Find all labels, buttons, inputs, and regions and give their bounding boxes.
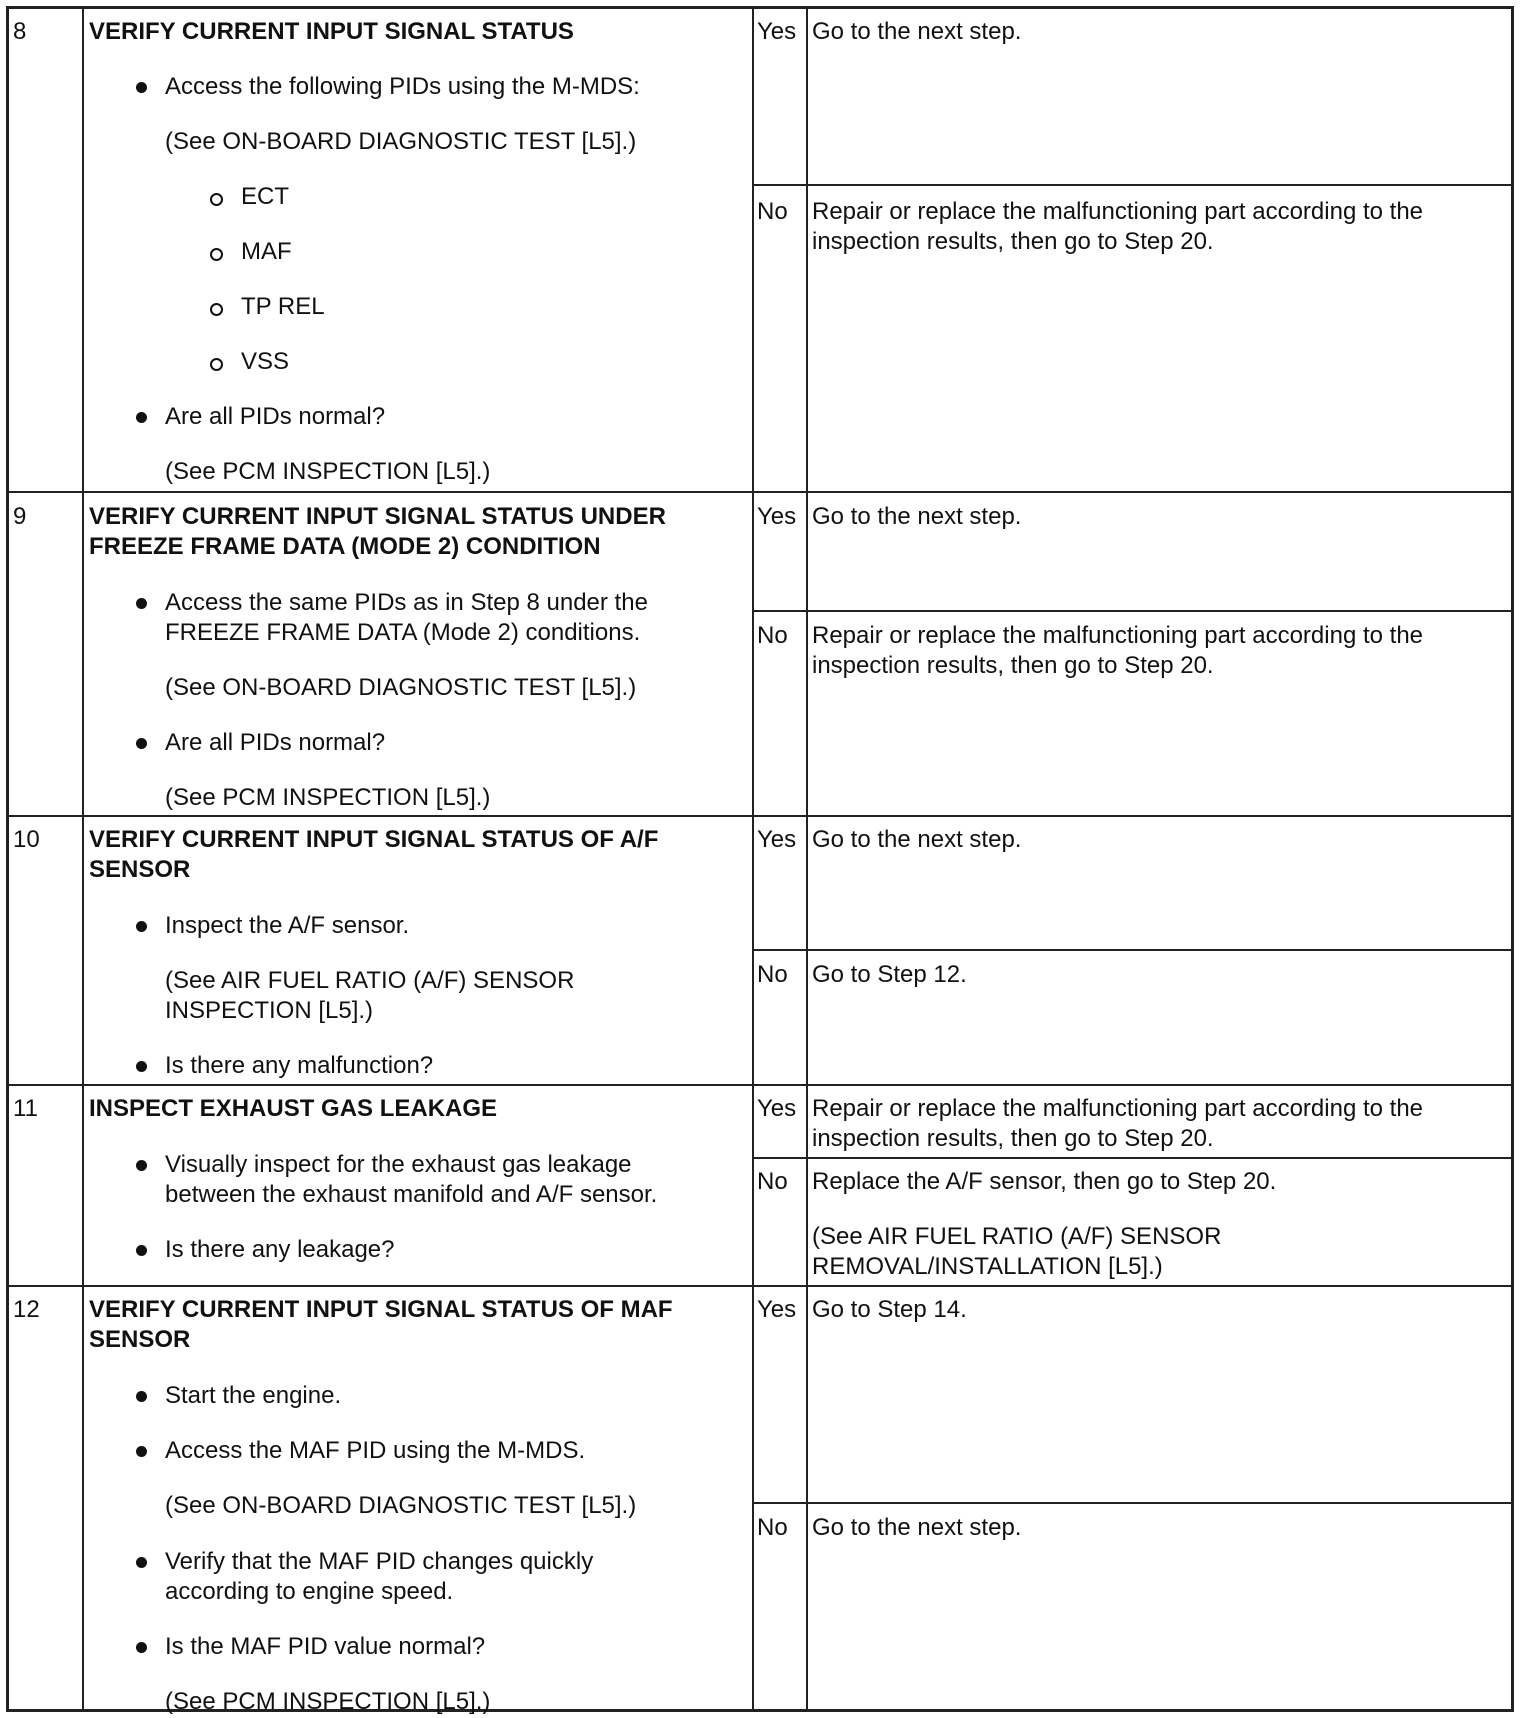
bullet-icon [136,412,147,423]
no-label: No [757,1514,788,1541]
pid-item: VSS [241,348,290,375]
no-action: Go to the next step. [812,1514,1022,1541]
no-label: No [757,961,788,988]
yes-action: Go to the next step. [812,503,1022,530]
step-title: VERIFY CURRENT INPUT SIGNAL STATUS [89,18,574,45]
instruction: between the exhaust manifold and A/F sensor. [165,1181,658,1208]
instruction: Access the same PIDs as in Step 8 under the [165,589,648,616]
bullet-icon [136,1557,147,1568]
yes-label: Yes [757,1296,797,1323]
step-title: VERIFY CURRENT INPUT SIGNAL STATUS OF MAF [89,1296,673,1323]
reference: (See PCM INSPECTION [L5].) [165,784,491,811]
instruction: Is the MAF PID value normal? [165,1633,486,1660]
bullet-icon [136,921,147,932]
pid-item: ECT [241,183,289,210]
no-action: Go to Step 12. [812,961,967,988]
diagnostic-table [6,6,1514,1715]
step-number: 10 [13,826,40,853]
bullet-icon [136,1061,147,1072]
step-title: SENSOR [89,1326,191,1353]
reference: (See PCM INSPECTION [L5].) [165,458,491,485]
yes-label: Yes [757,1095,797,1122]
instruction: Access the following PIDs using the M-MDS: [165,73,640,100]
bullet-icon [136,82,147,93]
instruction: Visually inspect for the exhaust gas leakage [165,1151,632,1178]
yes-label: Yes [757,18,797,45]
pid-item: MAF [241,238,292,265]
no-action: (See AIR FUEL RATIO (A/F) SENSOR [812,1223,1222,1250]
yes-action: Repair or replace the malfunctioning part according to the [812,1095,1424,1122]
yes-label: Yes [757,503,797,530]
no-action: inspection results, then go to Step 20. [812,652,1214,679]
instruction: Are all PIDs normal? [165,403,386,430]
reference: (See ON-BOARD DIAGNOSTIC TEST [L5].) [165,128,637,155]
step-number: 12 [13,1296,40,1323]
no-action: REMOVAL/INSTALLATION [L5].) [812,1253,1163,1280]
bullet-icon [136,1160,147,1171]
no-action: inspection results, then go to Step 20. [812,228,1214,255]
sub-bullet-icon [210,303,223,316]
step-title: VERIFY CURRENT INPUT SIGNAL STATUS OF A/F [89,826,659,853]
step-row [9,817,1511,1084]
instruction: according to engine speed. [165,1578,454,1605]
step-number: 8 [13,18,27,45]
instruction: Verify that the MAF PID changes quickly [165,1548,594,1575]
no-label: No [757,1168,788,1195]
instruction: FREEZE FRAME DATA (Mode 2) conditions. [165,619,641,646]
no-label: No [757,198,788,225]
no-label: No [757,622,788,649]
bullet-icon [136,598,147,609]
step-number: 9 [13,503,27,530]
step-row [9,9,1511,491]
instruction: Start the engine. [165,1382,342,1409]
step-number: 11 [13,1095,38,1122]
yes-action: Go to the next step. [812,826,1022,853]
yes-label: Yes [757,826,797,853]
step-row [9,1086,1511,1285]
bullet-icon [136,1446,147,1457]
reference: INSPECTION [L5].) [165,997,374,1024]
yes-action: Go to Step 14. [812,1296,967,1323]
sub-bullet-icon [210,248,223,261]
reference: (See ON-BOARD DIAGNOSTIC TEST [L5].) [165,1492,637,1519]
step-title: INSPECT EXHAUST GAS LEAKAGE [89,1095,498,1122]
yes-action: Go to the next step. [812,18,1022,45]
instruction: Are all PIDs normal? [165,729,386,756]
no-action: Repair or replace the malfunctioning part according to the [812,198,1424,225]
step-row [9,1287,1511,1715]
step-title: FREEZE FRAME DATA (MODE 2) CONDITION [89,533,601,560]
bullet-icon [136,738,147,749]
step-row [9,493,1511,815]
pid-item: TP REL [241,293,325,320]
reference: (See AIR FUEL RATIO (A/F) SENSOR [165,967,575,994]
reference: (See PCM INSPECTION [L5].) [165,1688,491,1715]
no-action: Repair or replace the malfunctioning part according to the [812,622,1424,649]
step-title: SENSOR [89,856,191,883]
instruction: Is there any malfunction? [165,1052,434,1079]
instruction: Is there any leakage? [165,1236,395,1263]
yes-action: inspection results, then go to Step 20. [812,1125,1214,1152]
sub-bullet-icon [210,193,223,206]
bullet-icon [136,1642,147,1653]
sub-bullet-icon [210,358,223,371]
reference: (See ON-BOARD DIAGNOSTIC TEST [L5].) [165,674,637,701]
instruction: Inspect the A/F sensor. [165,912,410,939]
bullet-icon [136,1391,147,1402]
bullet-icon [136,1245,147,1256]
step-title: VERIFY CURRENT INPUT SIGNAL STATUS UNDER [89,503,666,530]
instruction: Access the MAF PID using the M-MDS. [165,1437,586,1464]
no-action: Replace the A/F sensor, then go to Step 20. [812,1168,1277,1195]
